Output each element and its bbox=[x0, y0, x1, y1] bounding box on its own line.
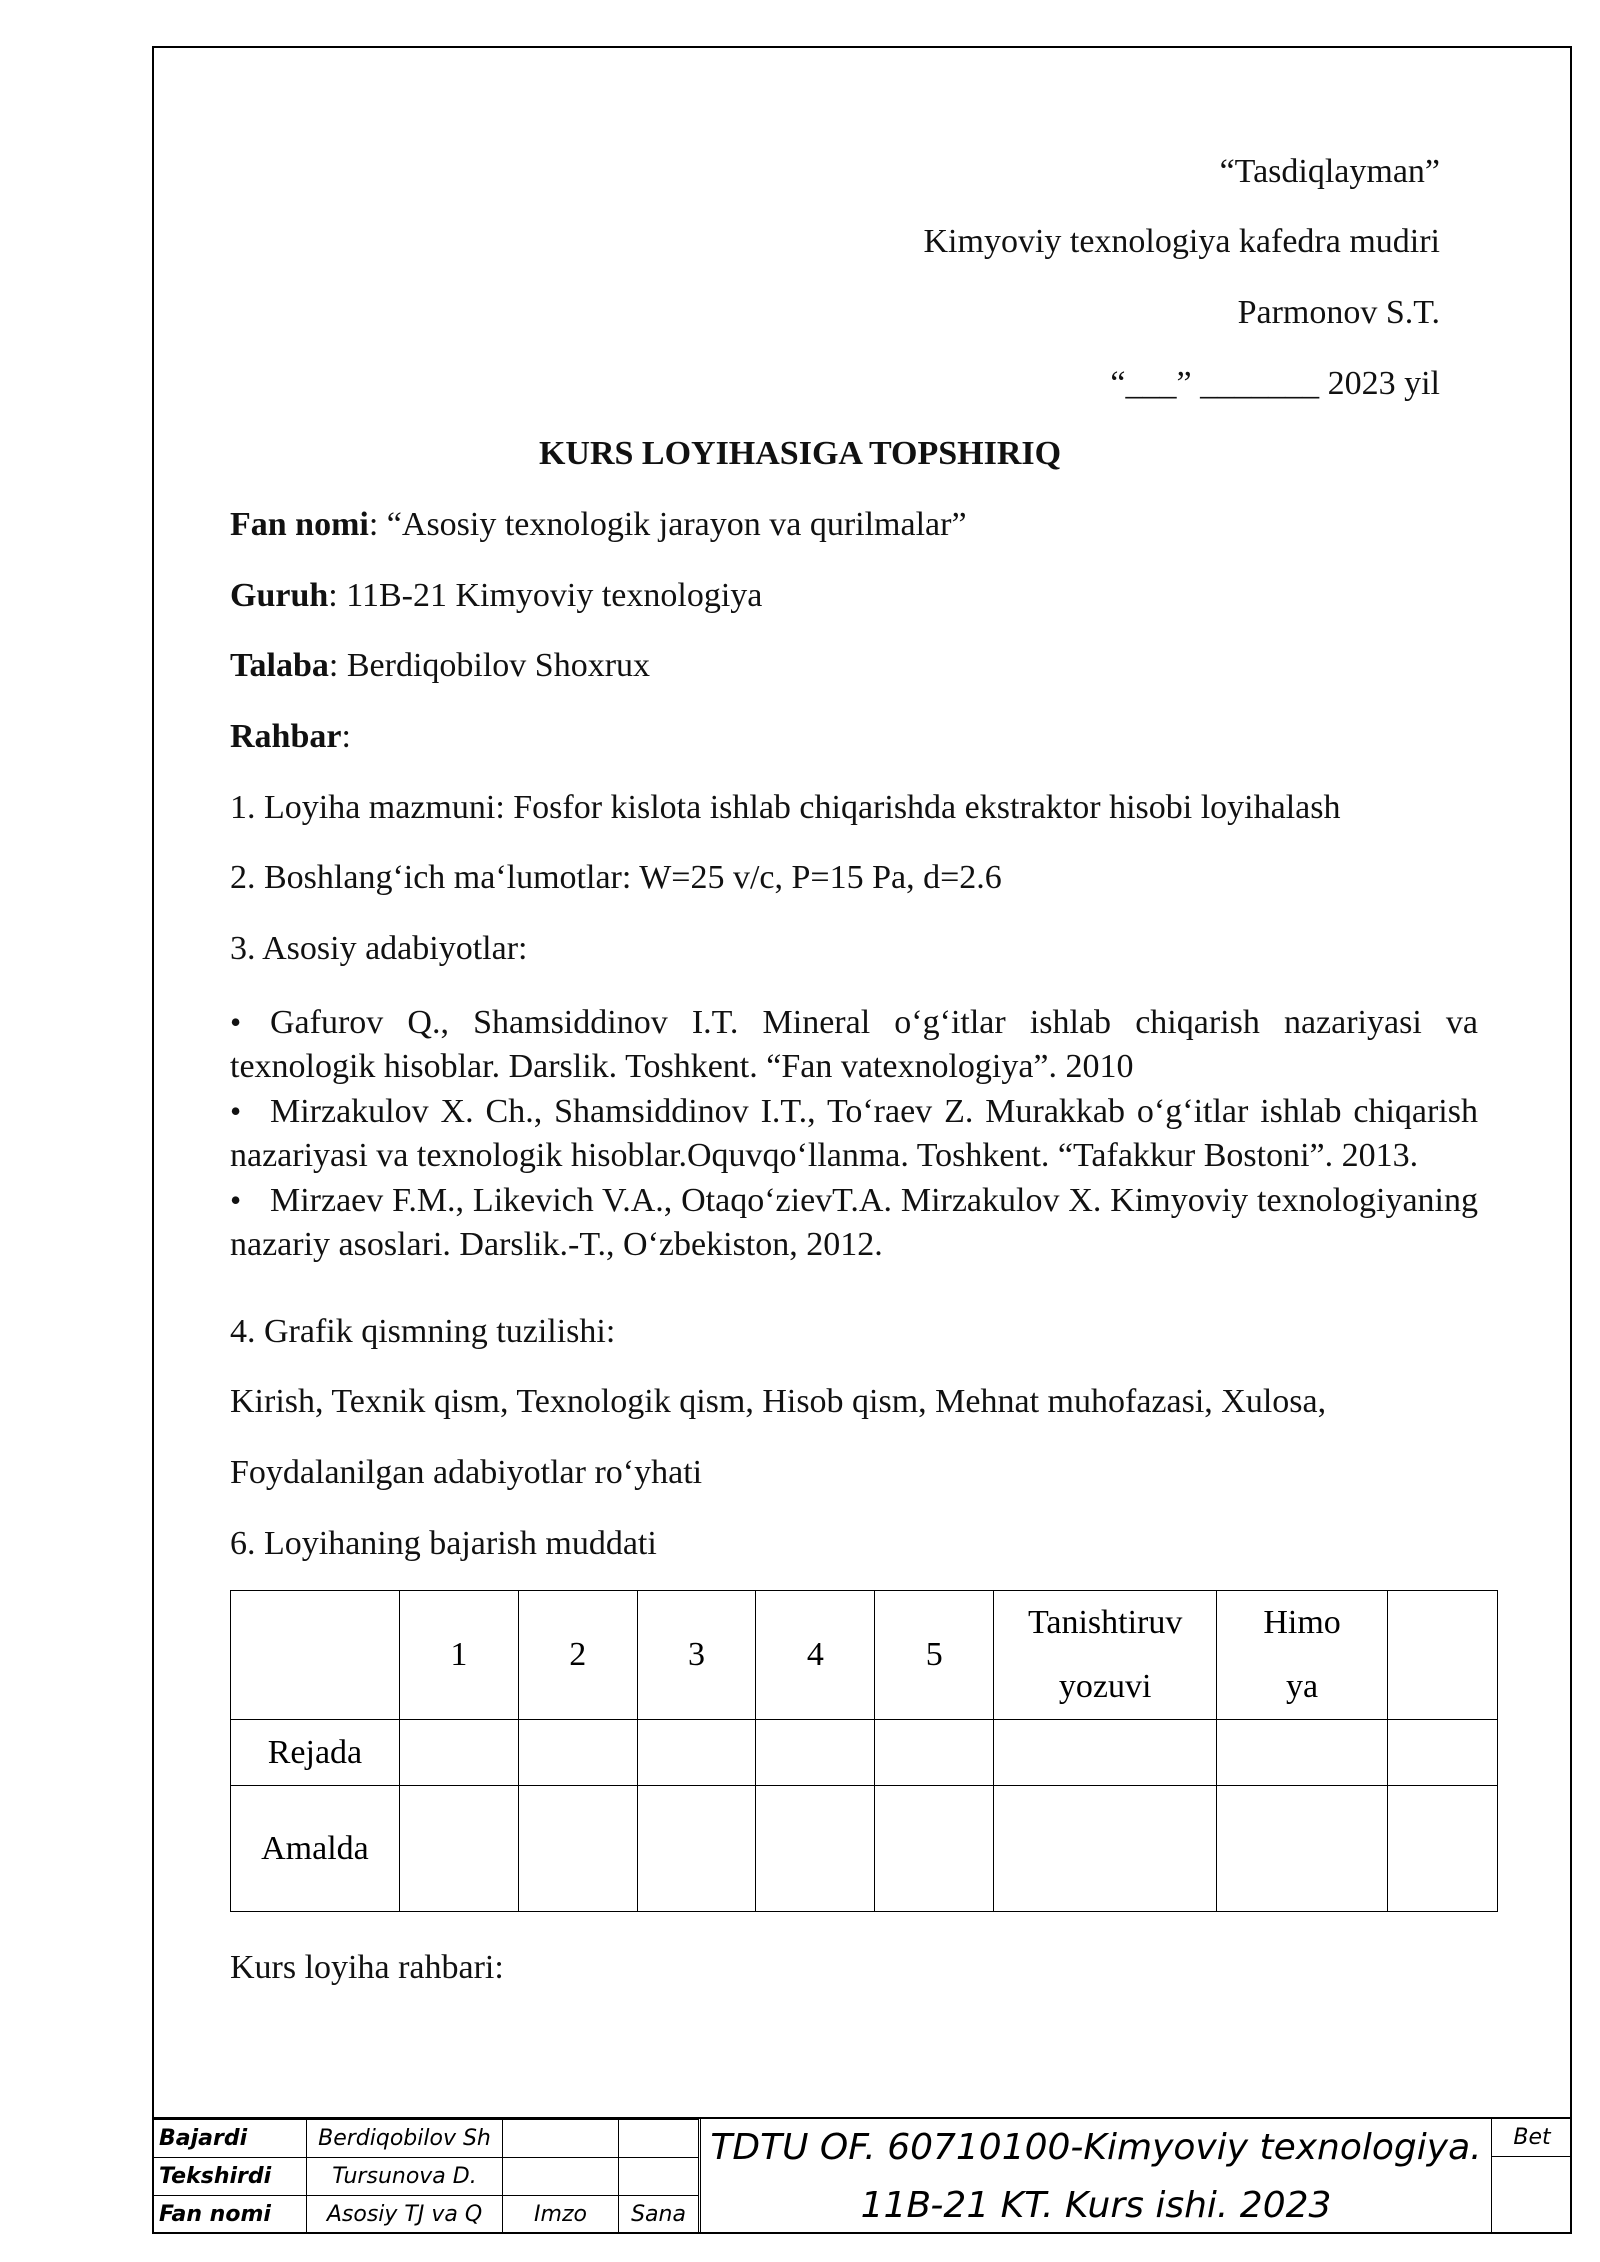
date-label: Sana bbox=[619, 2196, 699, 2234]
table-row bbox=[231, 1786, 1498, 1912]
project-content: 1. Loyiha mazmuni: Fosfor kislota ishlab chiqarishda ekstraktor hisobi loyihalash bbox=[230, 789, 1341, 826]
subject-value: : “Asosiy texnologik jarayon va qurilmalar” bbox=[368, 506, 967, 543]
initial-data: 2. Boshlang‘ich ma‘lumotlar: W=25 v/c, P=15 Pa, d=2.6 bbox=[230, 859, 1002, 896]
title-block bbox=[152, 2117, 1572, 2234]
done-name: Berdiqobilov Sh bbox=[307, 2120, 503, 2158]
list-item: • Gafurov Q., Shamsiddinov I.T. Mineral o‘g‘itlar ishlab chiqarish nazariyasi va texnologik hisoblar. Darslik. Toshkent. “Fan vatexnologiya”. 2010 bbox=[230, 1000, 1478, 1089]
table-cell[interactable] bbox=[1217, 1720, 1388, 1786]
table-cell[interactable] bbox=[518, 1720, 637, 1786]
header-cell: 2 bbox=[518, 1591, 637, 1720]
done-sign-cell bbox=[503, 2120, 619, 2158]
supervisor-label: Rahbar bbox=[230, 718, 342, 755]
header-cell: 1 bbox=[399, 1591, 518, 1720]
list-item: • Mirzaev F.M., Likevich V.A., Otaqo‘zievT.A. Mirzakulov X. Kimyoviy texnologiyaning nazariy asoslari. Darslik.-T., O‘zbekiston, 2012. bbox=[230, 1178, 1478, 1267]
subject-label: Fan nomi bbox=[153, 2196, 307, 2234]
subject-label: Fan nomi bbox=[230, 506, 369, 543]
sign-label: Imzo bbox=[503, 2196, 619, 2234]
header-cell bbox=[231, 1591, 400, 1720]
header-cell: 3 bbox=[637, 1591, 756, 1720]
deadline-heading: 6. Loyihaning bajarish muddati bbox=[230, 1525, 657, 1562]
student-label: Talaba bbox=[230, 647, 329, 684]
table-cell[interactable] bbox=[637, 1786, 756, 1912]
page-number-label: Bet bbox=[1492, 2119, 1572, 2157]
header-cell: Tanishtiruv yozuvi bbox=[994, 1591, 1217, 1720]
table-cell[interactable] bbox=[994, 1786, 1217, 1912]
checked-date-cell bbox=[619, 2158, 699, 2196]
list-item: • Mirzakulov X. Ch., Shamsiddinov I.T., To‘raev Z. Murakkab o‘g‘itlar ishlab chiqarish nazariyasi va texnologik hisoblar.Oquvqo‘llanma. Toshkent. “Tafakkur Bostoni”. 2013. bbox=[230, 1089, 1478, 1178]
supervisor-footer: Kurs loyiha rahbari: bbox=[230, 1949, 504, 1986]
row-label: Amalda bbox=[231, 1786, 400, 1912]
supervisor-value: : bbox=[341, 718, 351, 755]
approval-title: “Tasdiqlayman” bbox=[1219, 153, 1440, 190]
table-cell[interactable] bbox=[1217, 1786, 1388, 1912]
literature-heading: 3. Asosiy adabiyotlar: bbox=[230, 930, 528, 967]
checked-name: Tursunova D. bbox=[307, 2158, 503, 2196]
header-cell: 5 bbox=[875, 1591, 994, 1720]
table-cell[interactable] bbox=[1388, 1720, 1498, 1786]
page-title: KURS LOYIHASIGA TOPSHIRIQ bbox=[538, 435, 1062, 472]
row-label: Rejada bbox=[231, 1720, 400, 1786]
document-code-line-2: 11B-21 KT. Kurs ishi. 2023 bbox=[860, 2185, 1332, 2226]
approval-name: Parmonov S.T. bbox=[1237, 294, 1440, 331]
group-field bbox=[230, 576, 762, 616]
table-cell[interactable] bbox=[994, 1720, 1217, 1786]
literature-list bbox=[230, 1000, 1478, 1267]
graphic-line-1: Kirish, Texnik qism, Texnologik qism, Hisob qism, Mehnat muhofazasi, Xulosa, bbox=[230, 1383, 1327, 1420]
schedule-table bbox=[230, 1590, 1498, 1912]
student-value: : Berdiqobilov Shoxrux bbox=[328, 647, 651, 684]
graphic-heading: 4. Grafik qismning tuzilishi: bbox=[230, 1313, 616, 1350]
graphic-line-2: Foydalanilgan adabiyotlar ro‘yhati bbox=[230, 1454, 703, 1491]
checked-sign-cell bbox=[503, 2158, 619, 2196]
subject-name: Asosiy TJ va Q bbox=[307, 2196, 503, 2234]
header-cell bbox=[1388, 1591, 1498, 1720]
document-code bbox=[700, 2119, 1492, 2234]
table-row bbox=[231, 1720, 1498, 1786]
title-block-table bbox=[152, 2119, 699, 2234]
approval-date: “___” _______ 2023 yil bbox=[1110, 365, 1440, 402]
table-cell[interactable] bbox=[875, 1786, 994, 1912]
supervisor-field bbox=[230, 717, 351, 757]
approval-position: Kimyoviy texnologiya kafedra mudiri bbox=[923, 223, 1440, 260]
checked-label: Tekshirdi bbox=[153, 2158, 307, 2196]
header-cell: Himoya bbox=[1217, 1591, 1388, 1720]
table-cell[interactable] bbox=[399, 1720, 518, 1786]
table-cell[interactable] bbox=[756, 1786, 875, 1912]
done-label: Bajardi bbox=[153, 2120, 307, 2158]
table-cell[interactable] bbox=[518, 1786, 637, 1912]
table-cell[interactable] bbox=[637, 1720, 756, 1786]
table-cell[interactable] bbox=[1388, 1786, 1498, 1912]
done-date-cell bbox=[619, 2120, 699, 2158]
document-code-line-1: TDTU OF. 60710100-Kimyoviy texnologiya. bbox=[710, 2127, 1482, 2168]
header-cell: 4 bbox=[756, 1591, 875, 1720]
subject-field bbox=[230, 505, 967, 545]
student-field bbox=[230, 646, 650, 686]
table-cell[interactable] bbox=[399, 1786, 518, 1912]
group-value: : 11B-21 Kimyoviy texnologiya bbox=[328, 577, 763, 614]
group-label: Guruh bbox=[230, 577, 329, 614]
table-cell[interactable] bbox=[875, 1720, 994, 1786]
table-cell[interactable] bbox=[756, 1720, 875, 1786]
table-header-row bbox=[231, 1591, 1498, 1720]
